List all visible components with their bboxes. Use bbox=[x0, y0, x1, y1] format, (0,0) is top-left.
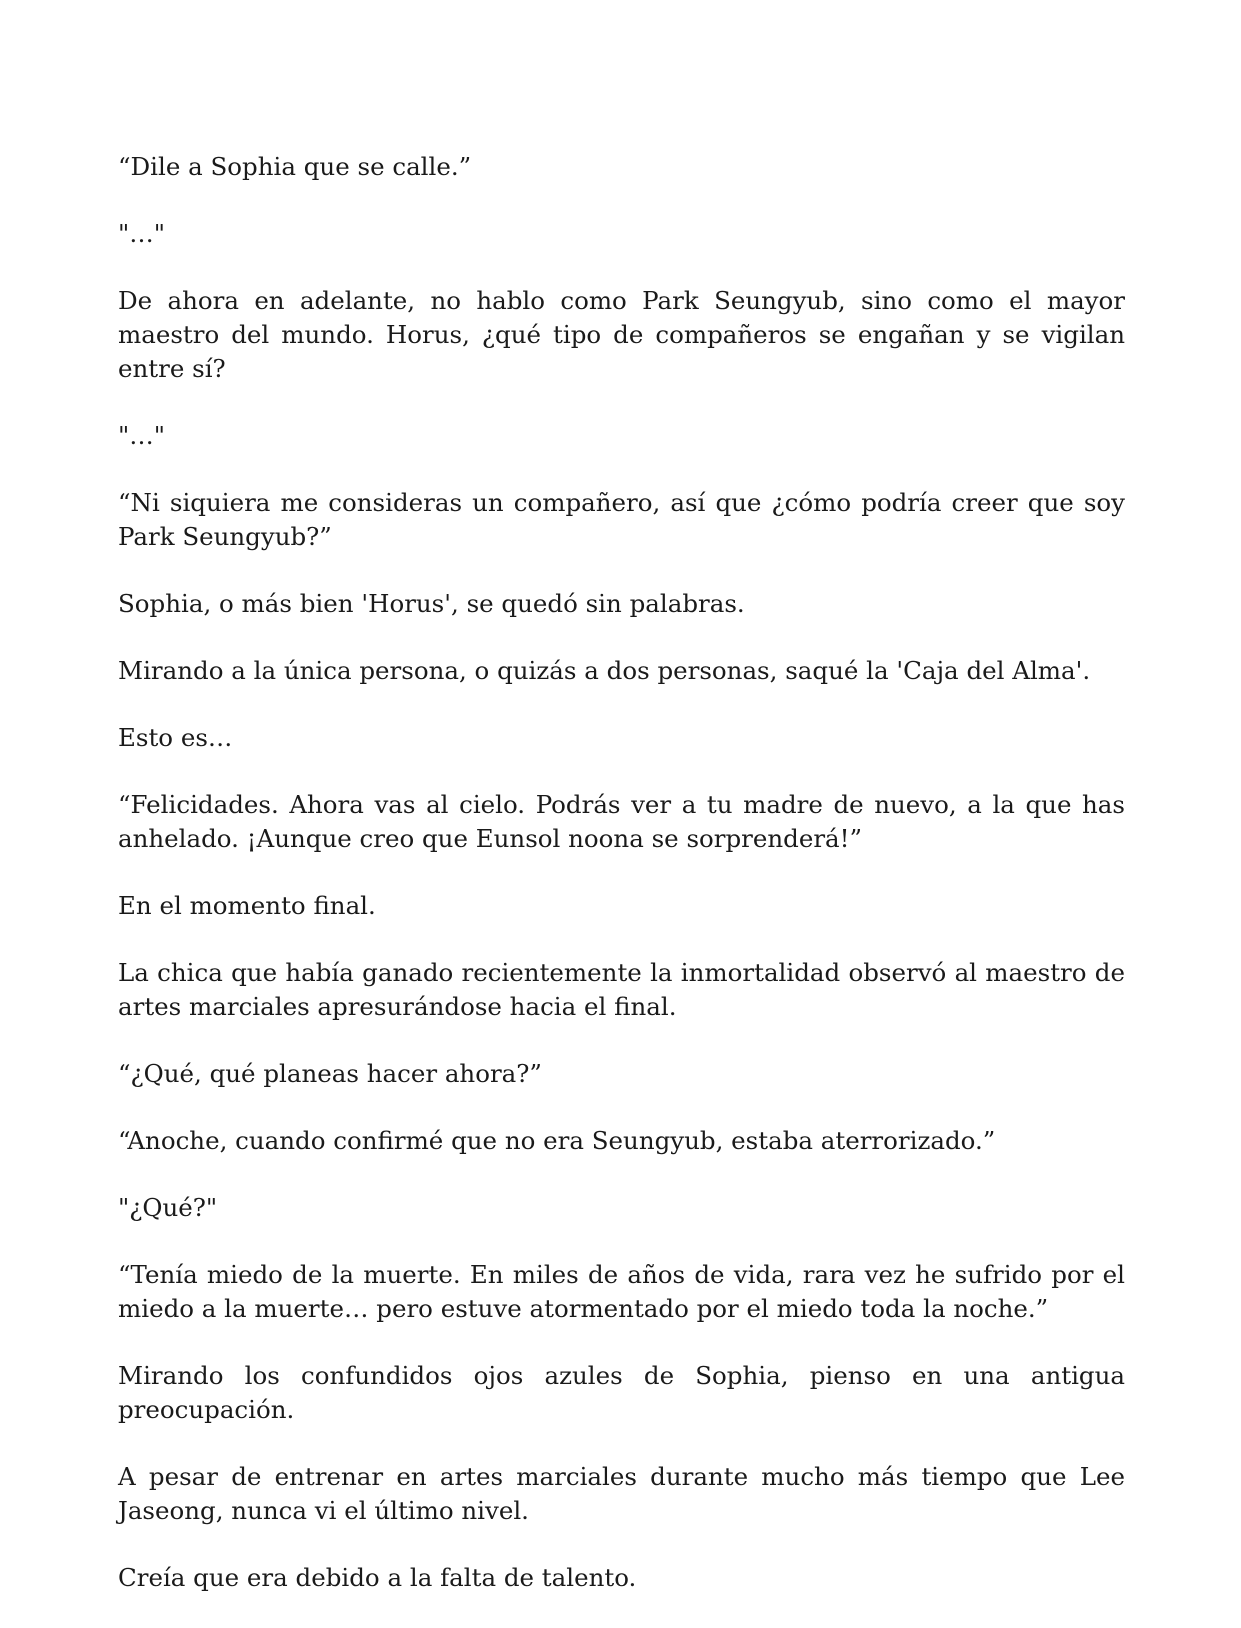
paragraph: Mirando los confundidos ojos azules de Sophia, pienso en una antigua preocupación. bbox=[118, 1361, 1125, 1424]
paragraph: De ahora en adelante, no hablo como Park Seungyub, sino como el mayor maestro del mundo. Horus, ¿qué tipo de compañeros se engañan y se vigilan entre sí? bbox=[118, 286, 1125, 383]
paragraph: Sophia, o más bien 'Horus', se quedó sin palabras. bbox=[118, 589, 745, 618]
paragraph: En el momento final. bbox=[118, 891, 376, 920]
document-page bbox=[118, 150, 1125, 1628]
paragraph: Mirando a la única persona, o quizás a dos personas, saqué la 'Caja del Alma'. bbox=[118, 656, 1091, 685]
paragraph: "…" bbox=[118, 219, 166, 248]
paragraph: “Dile a Sophia que se calle.” bbox=[118, 152, 472, 181]
paragraph: Creía que era debido a la falta de talento. bbox=[118, 1563, 637, 1592]
paragraph: "¿Qué?" bbox=[118, 1193, 218, 1222]
paragraph: Esto es… bbox=[118, 723, 233, 752]
paragraph: “Ni siquiera me consideras un compañero, así que ¿cómo podría creer que soy Park Seungyub?” bbox=[118, 488, 1125, 551]
paragraph: La chica que había ganado recientemente la inmortalidad observó al maestro de artes marciales apresurándose hacia el final. bbox=[118, 958, 1125, 1021]
paragraph: “Felicidades. Ahora vas al cielo. Podrás ver a tu madre de nuevo, a la que has anhelado. ¡Aunque creo que Eunsol noona se sorprenderá!” bbox=[118, 790, 1125, 853]
paragraph: “¿Qué, qué planeas hacer ahora?” bbox=[118, 1059, 542, 1088]
paragraph: A pesar de entrenar en artes marciales durante mucho más tiempo que Lee Jaseong, nunca vi el último nivel. bbox=[118, 1462, 1125, 1525]
paragraph: “Anoche, cuando confirmé que no era Seungyub, estaba aterrorizado.” bbox=[118, 1126, 996, 1155]
paragraph: "…" bbox=[118, 421, 166, 450]
paragraph: “Tenía miedo de la muerte. En miles de años de vida, rara vez he sufrido por el miedo a la muerte… pero estuve atormentado por el miedo toda la noche.” bbox=[118, 1260, 1125, 1323]
